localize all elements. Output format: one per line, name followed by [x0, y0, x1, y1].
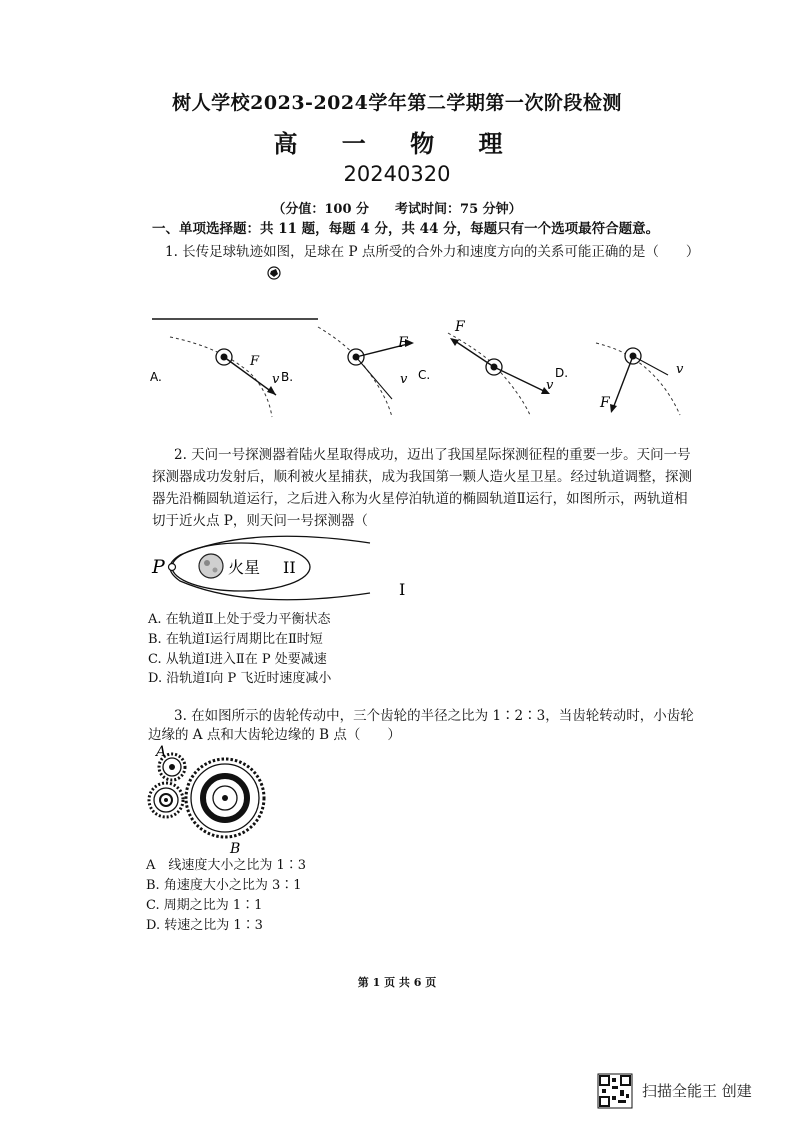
large-gear-icon: [186, 759, 264, 837]
page-footer: 第 1 页 共 6 页: [357, 976, 437, 989]
exam-date: 20240320: [343, 162, 451, 186]
q2-option-a: A. 在轨道Ⅱ上处于受力平衡状态: [148, 612, 331, 627]
orbit-1-label: I: [399, 580, 406, 599]
q2-orbit-diagram: [0, 525, 794, 615]
q3-option-b: B. 角速度大小之比为 3∶1: [146, 878, 302, 893]
force-arrow-c: [452, 339, 494, 367]
q1-option-a: A.: [150, 370, 162, 384]
velocity-label-b: v: [400, 372, 408, 387]
q1-diagram: [0, 255, 794, 455]
point-p-label: P: [152, 556, 165, 578]
velocity-arrow-c: [494, 367, 548, 393]
orbit-2-label: II: [283, 558, 296, 577]
exam-info: （分值：100 分 考试时间：75 分钟）: [272, 202, 522, 217]
q1-stem: 1. 长传足球轨迹如图，足球在 P 点所受的合外力和速度方向的关系可能正确的是（ ）: [165, 244, 700, 260]
q3-stem-line2: 边缘的 A 点和大齿轮边缘的 B 点（ ）: [148, 727, 401, 743]
qr-code-icon: [598, 1074, 632, 1108]
force-arrow-d: [612, 356, 633, 411]
q2-stem-line4: 切于近火点 P，则天问一号探测器（: [152, 513, 368, 529]
soccer-ball-icon: [268, 267, 280, 279]
section-heading: 一、单项选择题：共 11 题，每题 4 分，共 44 分，每题只有一个选项最符合题意。: [152, 221, 660, 237]
velocity-arrow-b: [356, 357, 392, 399]
middle-gear-icon: [149, 783, 183, 817]
mars-label: 火星: [228, 558, 261, 577]
force-label-c: F: [455, 319, 465, 335]
q2-option-d: D. 沿轨道Ⅰ向 P 飞近时速度减小: [148, 671, 332, 686]
force-label-a: F: [250, 354, 260, 369]
q2-option-b: B. 在轨道Ⅰ运行周期比在Ⅱ时短: [148, 632, 323, 647]
q3-option-c: C. 周期之比为 1∶1: [146, 898, 263, 913]
point-b-label: B: [230, 841, 241, 857]
q2-option-c: C. 从轨道Ⅰ进入Ⅱ在 P 处要减速: [148, 652, 327, 667]
trajectory-b: [318, 327, 392, 417]
point-p-dot: [169, 564, 176, 571]
q2-stem-line3: 器先沿椭圆轨道运行，之后进入称为火星停泊轨道的椭圆轨道Ⅱ运行，如图所示，两轨道相: [152, 491, 688, 507]
q3-stem-line1: 3. 在如图所示的齿轮传动中，三个齿轮的半径之比为 1∶2∶3，当齿轮转动时，小齿轮: [174, 708, 694, 724]
subject-title: 高 一 物 理: [273, 129, 521, 158]
force-label-b: F: [398, 335, 408, 351]
q3-option-a: A 线速度大小之比为 1∶3: [146, 858, 307, 873]
q2-stem-line2: 探测器成功发射后，顺利被火星捕获，成为我国第一颗人造火星卫星。经过轨道调整，探测: [152, 469, 692, 485]
q2-stem-line1: 2. 天问一号探测器着陆火星取得成功，迈出了我国星际探测征程的重要一步。天问一号: [174, 447, 691, 463]
velocity-label-c: v: [546, 378, 554, 393]
scanner-watermark: 扫描全能王 创建: [642, 1082, 752, 1100]
school-title: 树人学校2023-2024学年第二学期第一次阶段检测: [172, 92, 622, 114]
q3-option-d: D. 转速之比为 1∶3: [146, 918, 263, 933]
velocity-label-a: v: [272, 372, 280, 387]
q1-option-d: D.: [555, 366, 569, 380]
q1-option-b: B.: [281, 370, 294, 384]
velocity-label-d: v: [676, 362, 684, 377]
force-label-d: F: [600, 395, 610, 411]
q1-option-c: C.: [418, 368, 431, 382]
q3-gear-diagram: [0, 740, 794, 860]
point-a-label: A: [156, 744, 167, 760]
mars-planet: [199, 554, 223, 578]
